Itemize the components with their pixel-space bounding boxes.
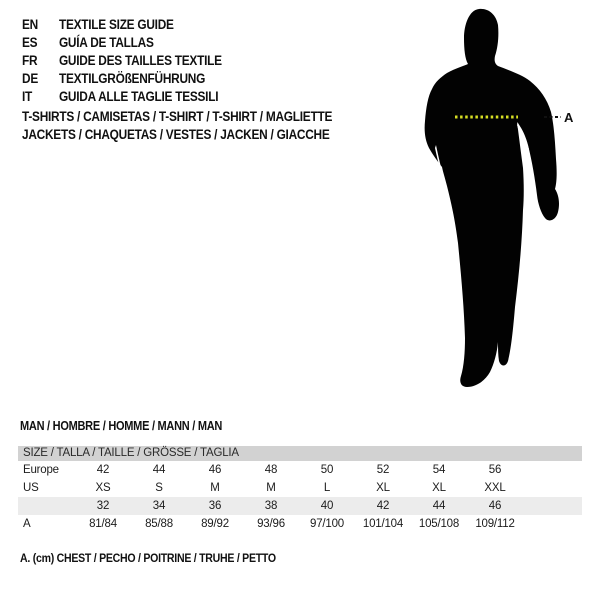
size-cell: 34	[152, 500, 166, 512]
language-row	[22, 70, 222, 88]
man-silhouette-figure	[410, 0, 600, 400]
row-filler	[523, 497, 582, 515]
language-code: IT	[22, 89, 33, 104]
language-row	[22, 16, 222, 34]
size-cell: 42	[376, 500, 390, 512]
size-cell: XL	[432, 482, 446, 494]
row-filler	[523, 461, 582, 479]
measurement-footnote: A. (cm) CHEST / PECHO / POITRINE / TRUHE / PETTO	[20, 551, 276, 565]
size-cell: M	[210, 482, 220, 494]
size-cell: 48	[264, 464, 278, 476]
size-cell: 42	[96, 464, 110, 476]
size-cell: 32	[96, 500, 110, 512]
language-label: GUIDE DES TAILLES TEXTILE	[58, 53, 222, 68]
size-table-body	[18, 461, 582, 533]
size-cell: S	[155, 482, 163, 494]
language-code: FR	[22, 53, 38, 68]
row-label: US	[23, 482, 39, 494]
table-row	[18, 461, 582, 479]
language-row	[22, 34, 222, 52]
size-cell: 85/88	[145, 518, 173, 530]
table-row	[18, 515, 582, 533]
size-cell: 109/112	[475, 518, 515, 530]
size-cell: 93/96	[257, 518, 285, 530]
language-label: TEXTILGRÖßENFÜHRUNG	[58, 71, 206, 86]
language-label: TEXTILE SIZE GUIDE	[58, 17, 174, 32]
size-cell: 52	[376, 464, 390, 476]
size-cell: 54	[432, 464, 446, 476]
row-label: Europe	[23, 464, 59, 476]
size-cell: XS	[95, 482, 111, 494]
size-cell: XXL	[484, 482, 506, 494]
size-cell: 50	[320, 464, 334, 476]
size-cell: 105/108	[418, 518, 460, 530]
language-code: ES	[22, 35, 38, 50]
section-title-man: MAN / HOMBRE / HOMME / MANN / MAN	[20, 419, 223, 433]
size-cell: 56	[488, 464, 502, 476]
category-line-tshirts: T-SHIRTS / CAMISETAS / T-SHIRT / T-SHIRT / MAGLIETTE	[22, 109, 333, 124]
language-label: GUIDA ALLE TAGLIE TESSILI	[58, 89, 219, 104]
row-filler	[523, 515, 582, 533]
size-cell: 46	[488, 500, 502, 512]
size-cell: 101/104	[362, 518, 404, 530]
size-cell: 40	[320, 500, 334, 512]
language-row	[22, 52, 222, 70]
size-table	[18, 446, 582, 533]
size-cell: 89/92	[201, 518, 229, 530]
size-table-header: SIZE / TALLA / TAILLE / GRÖSSE / TAGLIA	[18, 446, 582, 461]
size-cell: 81/84	[89, 518, 117, 530]
row-filler	[523, 479, 582, 497]
size-cell: 97/100	[310, 518, 344, 530]
size-cell: M	[266, 482, 276, 494]
language-code: EN	[22, 17, 38, 32]
category-lines	[22, 108, 332, 144]
row-label: A	[23, 518, 31, 530]
category-line-jackets: JACKETS / CHAQUETAS / VESTES / JACKEN / GIACCHE	[22, 127, 330, 142]
language-code: DE	[22, 71, 38, 86]
size-cell: 36	[208, 500, 222, 512]
size-cell: 44	[152, 464, 166, 476]
size-cell: XL	[376, 482, 390, 494]
size-cell: 38	[264, 500, 278, 512]
size-cell: 46	[208, 464, 222, 476]
size-cell: L	[323, 482, 331, 494]
measure-a-label: A	[564, 110, 574, 125]
row-label	[18, 497, 75, 515]
language-label: GUÍA DE TALLAS	[58, 35, 154, 50]
table-row	[18, 479, 582, 497]
man-silhouette	[425, 9, 559, 387]
language-list	[22, 16, 222, 106]
size-cell: 44	[432, 500, 446, 512]
language-row	[22, 88, 222, 106]
table-row	[18, 497, 582, 515]
